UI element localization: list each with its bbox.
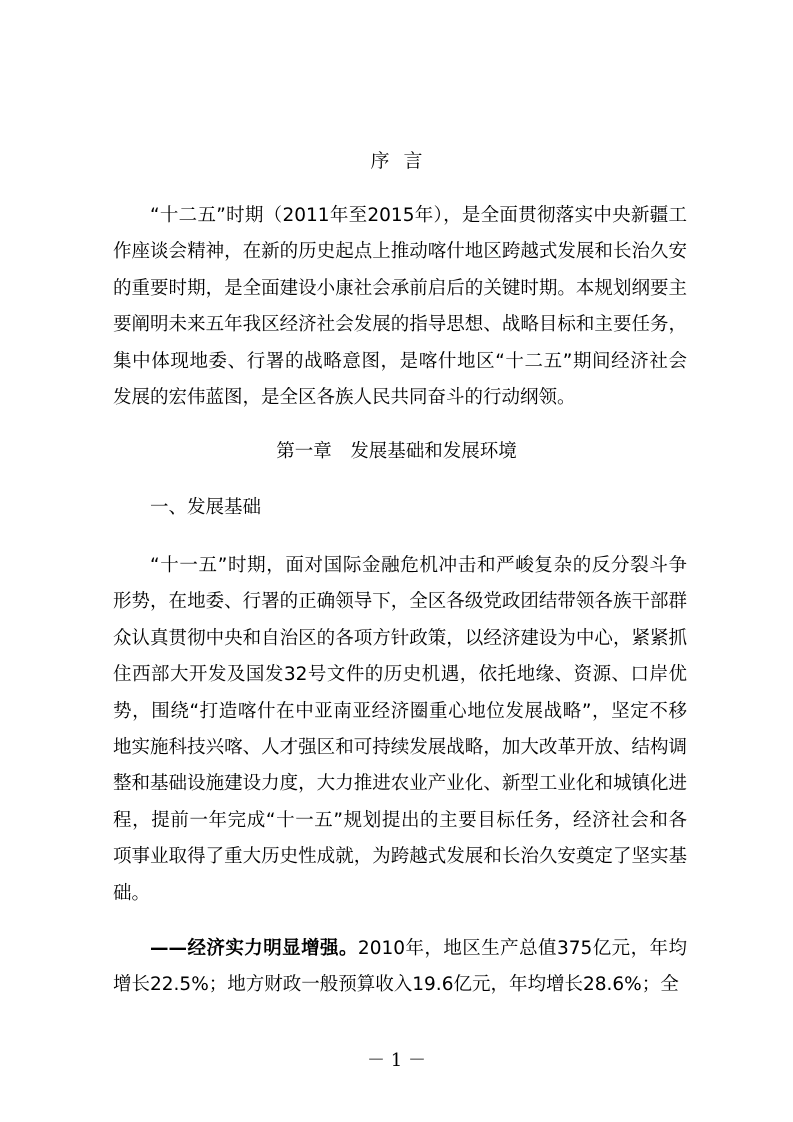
development-basis-paragraph: “十一五”时期，面对国际金融危机冲击和严峻复杂的反分裂斗争形势，在地委、行署的正确领导下，全区各级党政团结带领各族干部群众认真贯彻中央和自治区的各项方针政策，以经济建设为中心，紧紧抓住西部大开发及国发32号文件的历史机遇，依托地缘、资源、口岸优势，围绕“打造喀什在中亚南亚经济圈重心地位发展战略”，坚定不移地实施科技兴喀、人才强区和可持续发展战略，加大改革开放、结构调整和基础设施建设力度，大力推进农业产业化、新型工业化和城镇化进程，提前一年完成“十一五”规划提出的主要目标任务，经济社会和各项事业取得了重大历史性成就，为跨越式发展和长治久安奠定了坚实基础。 — [113, 555, 687, 904]
section-heading: 一、发展基础 — [150, 497, 262, 518]
preface-title: 序言 — [370, 150, 437, 172]
economy-lead: ——经济实力明显增强。 — [150, 938, 358, 959]
chapter-title — [0, 439, 793, 465]
chapter-number: 第一章 — [276, 441, 332, 462]
economy-text: 2010年，地区生产总值375亿元，年均增长22.5%；地方财政一般预算收入19.6亿元，年均增长28.6%；全 — [113, 938, 687, 996]
chapter-name: 发展基础和发展环境 — [350, 441, 517, 462]
preface-paragraph: “十二五”时期（2011年至2015年），是全面贯彻落实中央新疆工作座谈会精神，在新的历史起点上推动喀什地区跨越式发展和长治久安的重要时期，是全面建设小康社会承前启后的关键时期。本规划纲要主要阐明未来五年我区经济社会发展的指导思想、战略目标和主要任务，集中体现地委、行署的战略意图，是喀什地区“十二五”期间经济社会发展的宏伟蓝图，是全区各族人民共同奋斗的行动纲领。 — [113, 205, 687, 409]
page-number: － 1 － — [367, 1050, 426, 1071]
economy-paragraph — [113, 931, 687, 1004]
